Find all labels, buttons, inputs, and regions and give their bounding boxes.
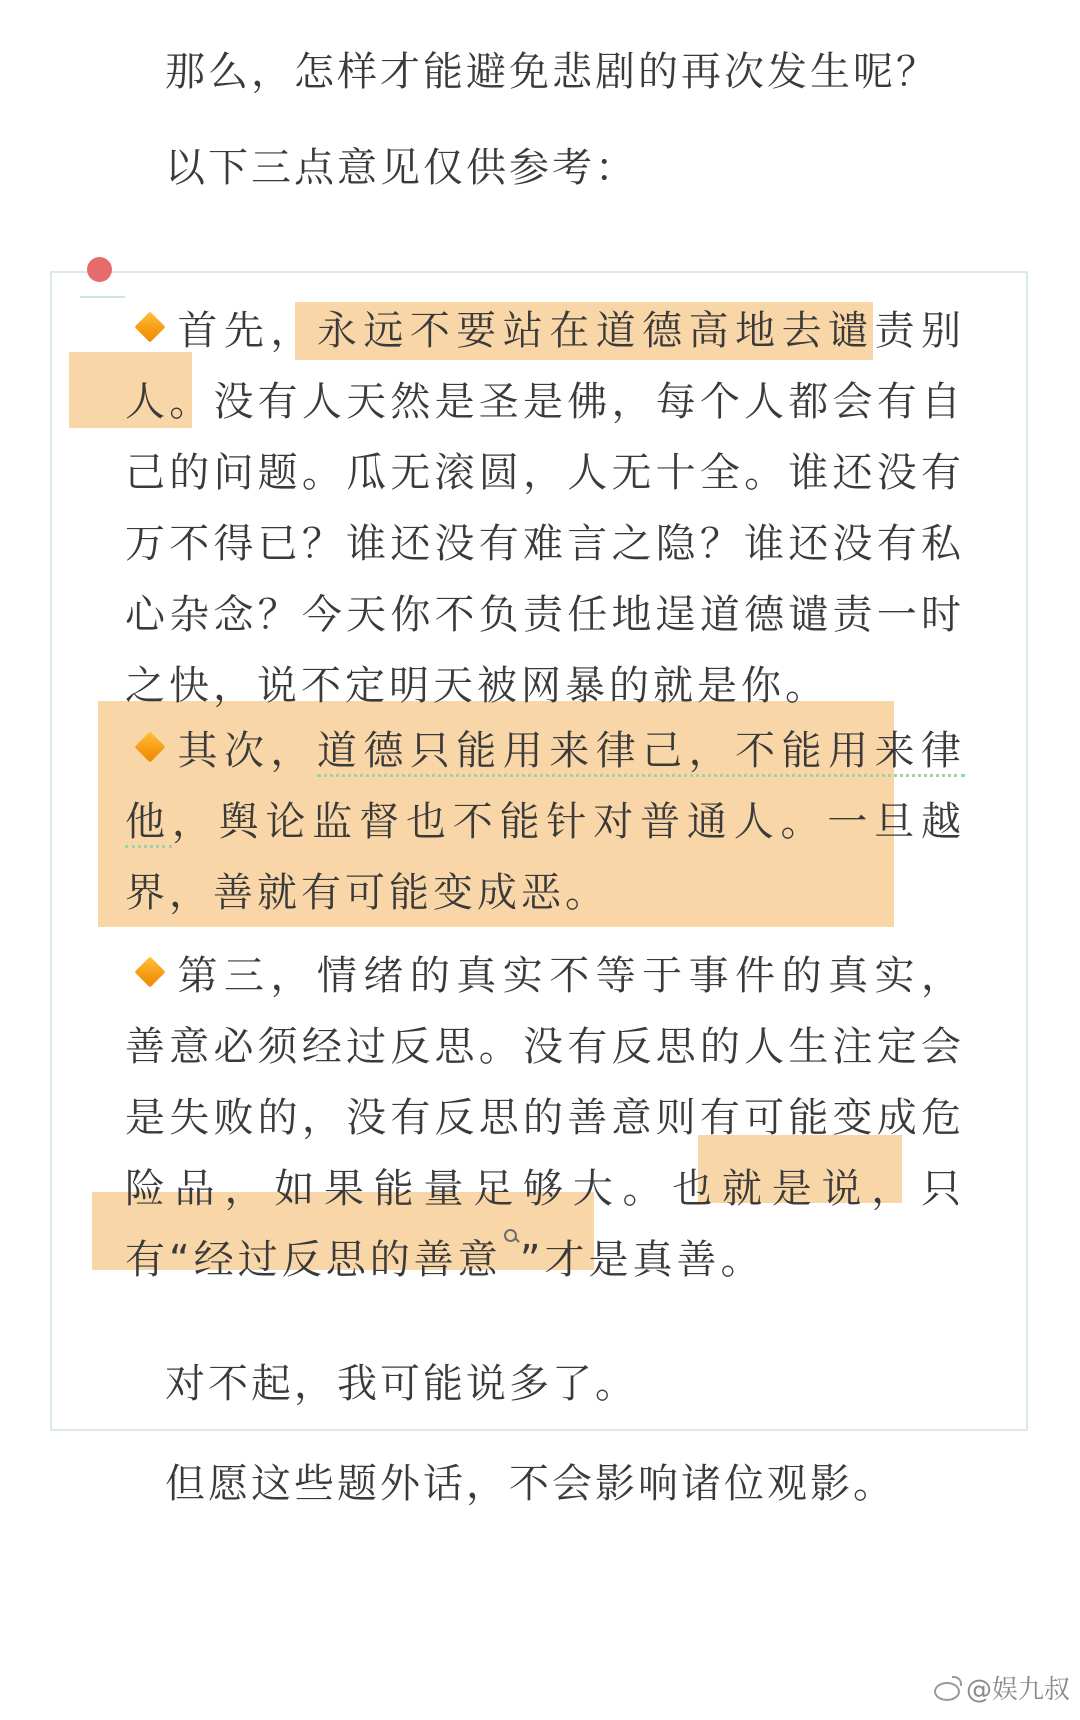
point-third-body: 情绪的真实不等于事件的真实，善意必须经过反思。没有反思的人生注定会是失败的，没有反思的善意则有可能变成危险品，如果能量足够大。也就是说，	[125, 953, 966, 1212]
outro-apology: 对不起，我可能说多了。	[165, 1361, 638, 1407]
intro-note: 以下三点意见仅供参考：	[165, 145, 638, 191]
point-third	[125, 941, 965, 1296]
point-third-highlight-a: 只有“经过反思的善意	[125, 1166, 965, 1283]
point-first-body: 没有人天然是圣是佛，每个人都会有自己的问题。瓜无滚圆，人无十全。谁还没有万不得已？谁还没有难言之隐？谁还没有私心杂念？今天你不负责任地逞道德谴责一时之快，说不定明天被网暴的就是你。	[125, 379, 966, 709]
point-second-underlined: 道德只能用来律己，不能用来律他	[125, 728, 965, 848]
diamond-bullet-icon	[134, 956, 165, 987]
intro-question: 那么，怎样才能避免悲剧的再次发生呢？	[165, 49, 939, 95]
point-third-lead: 第三，	[175, 953, 317, 999]
search-icon[interactable]	[502, 1225, 520, 1251]
weibo-icon	[932, 1676, 962, 1700]
point-second-body: ，舆论监督也不能针对普通人。一旦越界，善就有可能变成恶。	[125, 799, 966, 916]
point-first-lead: 首先，	[175, 308, 317, 354]
point-first-highlight: 永远不要站在道德高地去谴责别人。	[125, 308, 966, 425]
point-second	[125, 716, 965, 929]
diamond-bullet-icon	[134, 731, 165, 762]
card-divider	[80, 296, 125, 298]
diamond-bullet-icon	[134, 311, 165, 342]
point-second-lead: 其次，	[175, 728, 317, 774]
card-dot-icon	[87, 257, 112, 282]
point-first	[125, 296, 965, 722]
outro-wish: 但愿这些题外话，不会影响诸位观影。	[165, 1461, 896, 1507]
watermark-text: @娱九叔	[965, 1675, 1070, 1705]
watermark	[932, 1669, 1070, 1706]
point-third-highlight-b: ”才是真善。	[519, 1237, 765, 1283]
